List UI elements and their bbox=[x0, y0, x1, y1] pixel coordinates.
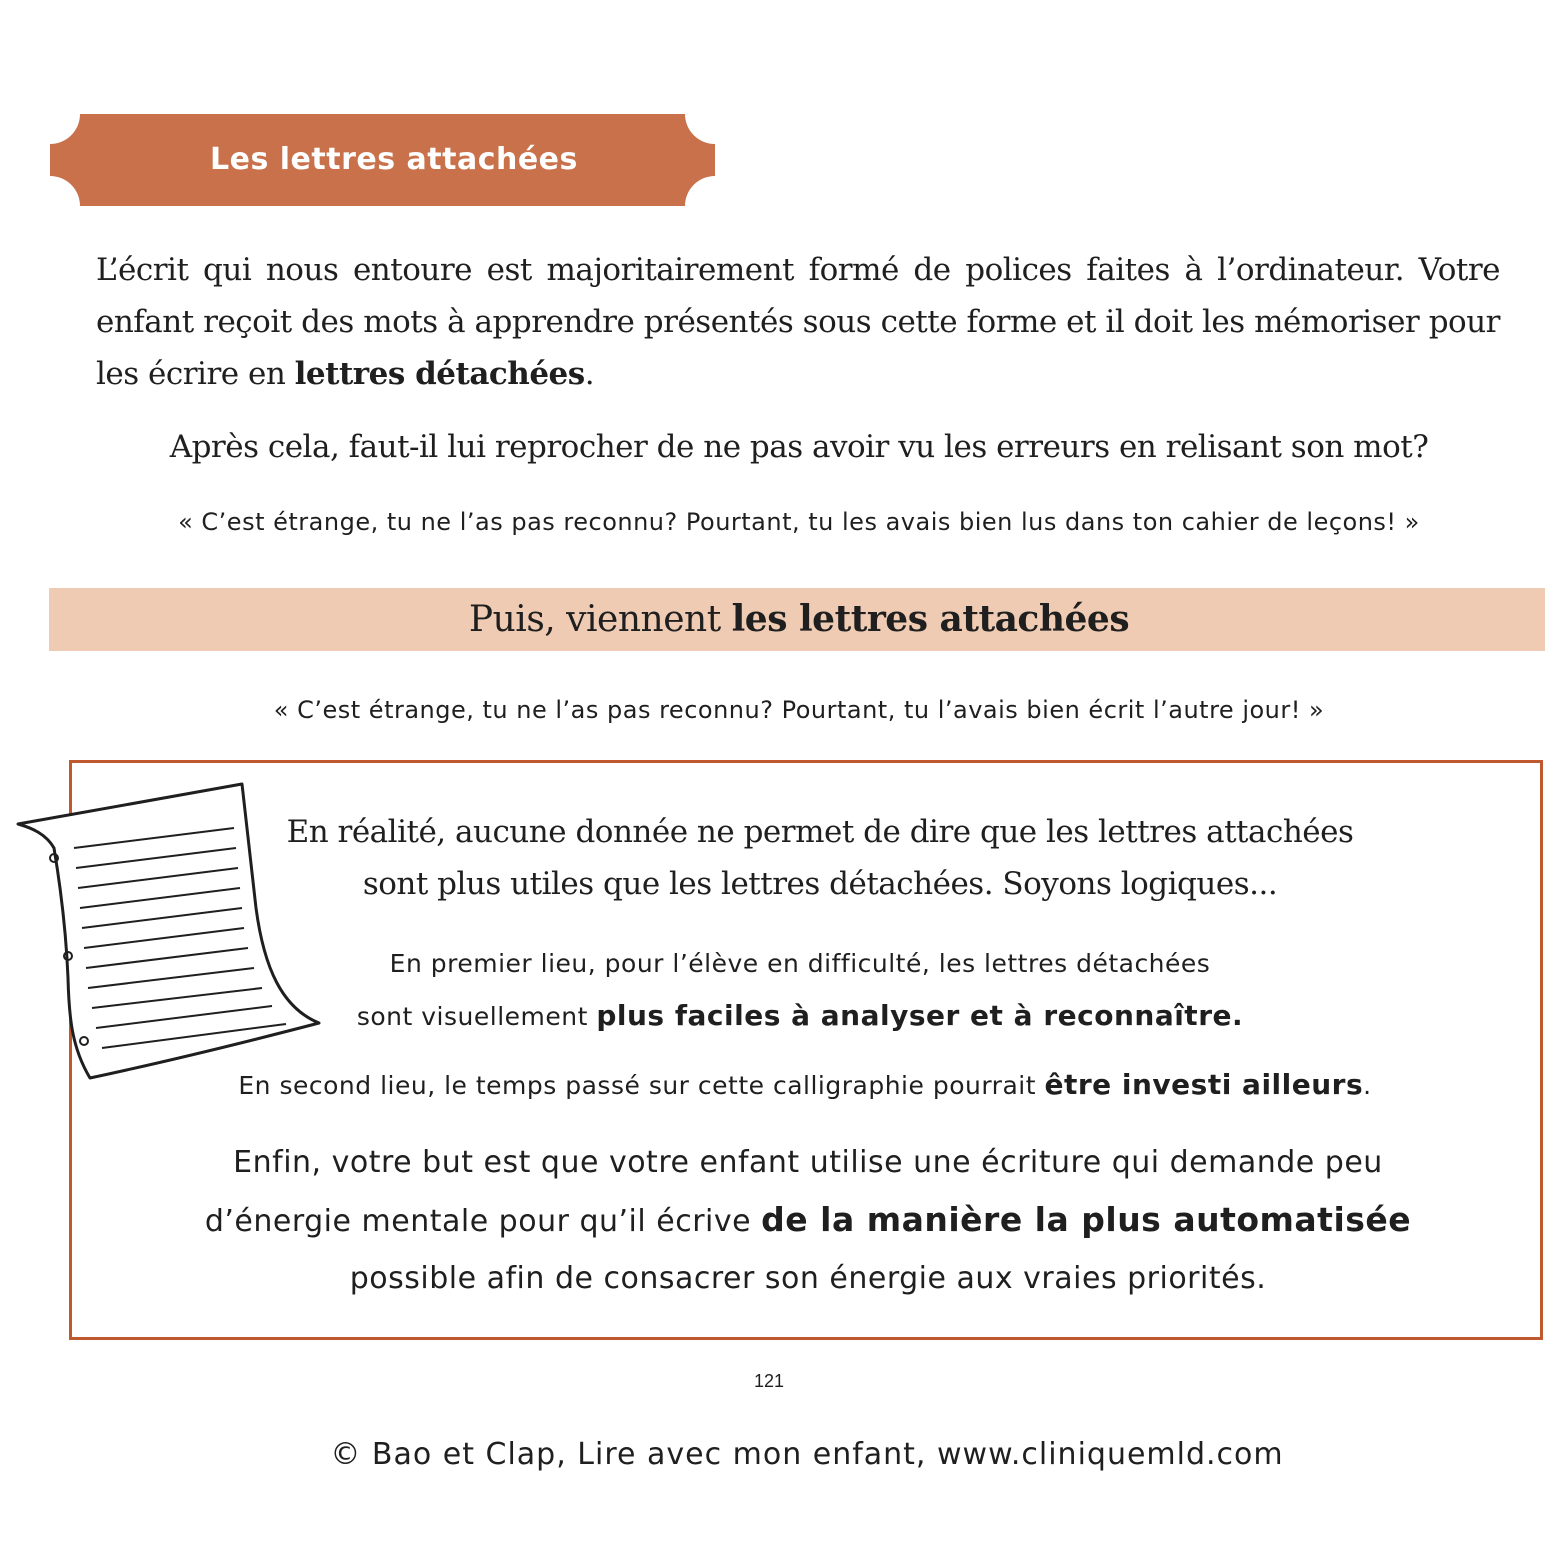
section-tab bbox=[50, 114, 715, 206]
band-heading bbox=[0, 588, 1568, 651]
final-line-2 bbox=[100, 1191, 1516, 1250]
point-one-text: sont visuellement bbox=[356, 1002, 597, 1031]
point-two-bold: être investi ailleurs bbox=[1044, 1068, 1364, 1101]
section-title: Les lettres attachées bbox=[210, 142, 578, 177]
intro-bold: lettres détachées bbox=[294, 356, 585, 392]
point-two-end: . bbox=[1363, 1071, 1372, 1100]
band-bold: les lettres attachées bbox=[731, 598, 1130, 640]
point-one-line-1: En premier lieu, pour l’élève en difficulté, les lettres détachées bbox=[389, 949, 1211, 978]
quote-two: « C’est étrange, tu ne l’as pas reconnu? Pourtant, tu l’avais bien écrit l’autre jour! » bbox=[273, 696, 1325, 724]
final-line-1: Enfin, votre but est que votre enfant utilise une écriture qui demande peu bbox=[233, 1145, 1383, 1180]
reality-line-1: En réalité, aucune donnée ne permet de dire que les lettres attachées bbox=[286, 814, 1354, 850]
final-text: d’énergie mentale pour qu’il écrive bbox=[204, 1204, 762, 1239]
page-number: 121 bbox=[753, 1371, 785, 1391]
band-normal: Puis, viennent bbox=[468, 599, 732, 640]
reality-text bbox=[150, 806, 1490, 910]
point-two bbox=[100, 1062, 1510, 1109]
point-one-line-2 bbox=[100, 990, 1500, 1043]
point-one bbox=[100, 938, 1500, 1043]
question-text: Après cela, faut-il lui reprocher de ne pas avoir vu les erreurs en relisant son mot? bbox=[169, 429, 1429, 465]
reality-line-2: sont plus utiles que les lettres détachées. Soyons logiques... bbox=[362, 866, 1278, 902]
intro-paragraph bbox=[96, 244, 1500, 400]
final-statement bbox=[100, 1134, 1516, 1307]
final-bold: de la manière la plus automatisée bbox=[761, 1200, 1412, 1239]
intro-end: . bbox=[584, 356, 595, 392]
point-one-bold: plus faciles à analyser et à reconnaître. bbox=[596, 999, 1244, 1032]
point-two-text: En second lieu, le temps passé sur cette calligraphie pourrait bbox=[238, 1071, 1045, 1100]
copyright-footer: © Bao et Clap, Lire avec mon enfant, www.cliniquemld.com bbox=[330, 1437, 1284, 1472]
quote-one: « C’est étrange, tu ne l’as pas reconnu? Pourtant, tu les avais bien lus dans ton cahier de leçons! » bbox=[178, 508, 1420, 536]
final-line-3: possible afin de consacrer son énergie aux vraies priorités. bbox=[349, 1261, 1267, 1296]
intro-text: L’écrit qui nous entoure est majoritairement formé de polices faites à l’ordinateur. Votre enfant reçoit des mots à apprendre présentés sous cette forme et il doit les mémoriser pour les écrire en bbox=[96, 252, 1500, 392]
